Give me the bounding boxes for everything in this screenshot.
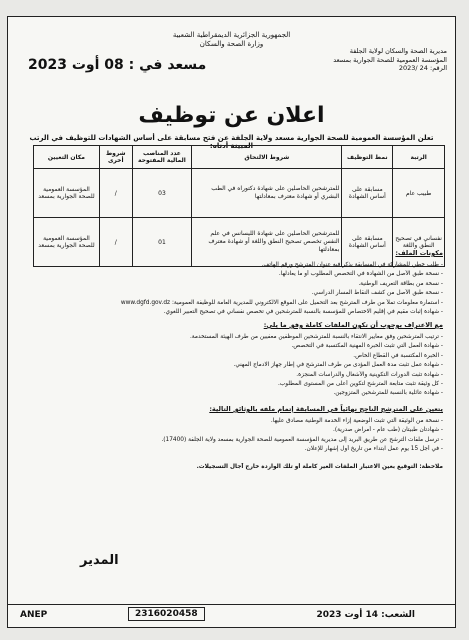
- note-text: ملاحظة: التوقيع بعين الاعتبار الملفات الغير كاملة أو تلك الواردة خارج آجال التسجيلات.: [196, 464, 443, 470]
- col-mode: نمط التوظيف: [342, 146, 393, 169]
- positions-table: [33, 145, 445, 267]
- cell-condition: للمترشحين الحاصلين على شهادة دكتوراه في الطب البشري أو شهادة معترف بمعادلتها: [192, 169, 342, 218]
- footer: [8, 604, 455, 627]
- table-row: [34, 218, 445, 267]
- list-item: - في أجل 15 يوم عمل ابتداء من تاريخ أول إشهار للإعلان.: [304, 446, 443, 453]
- ministry-name: وزارة الصحة والسكان: [199, 40, 264, 48]
- cell-rank: نفساني في تصحيح النطق واللغة: [393, 218, 445, 267]
- note: [20, 463, 443, 472]
- announcement-title: اعلان عن توظيف: [138, 103, 325, 128]
- table-row: [34, 169, 445, 218]
- header-right: [297, 47, 447, 73]
- signer-title: المدير: [80, 553, 119, 568]
- list-item: - ترسل ملفات الترشح عن طريق البريد إلى مديرية المؤسسة العمومية للصحة الجوارية بمسعد ولاية الجلفة (17400).: [161, 436, 443, 443]
- anep-reference: 2316020458: [128, 607, 205, 621]
- list-item: - ترتيب المترشحين وفق معايير الانتقاء بالنسبة للمترشحين الموظفين معفيين من طرف الهيئة المستخدمة.: [189, 334, 443, 340]
- list-item: - استمارة معلومات تملأ من طرف المترشح بعد التحميل على الموقع الالكتروني للمديرية العامة للوظيفة العمومية: www.dgfd.gov.dz: [120, 299, 443, 306]
- col-place: مكان التعيين: [34, 146, 100, 169]
- col-condition: شروط الالتحاق: [192, 146, 342, 169]
- announcement-page: [7, 16, 456, 628]
- cell-rank: طبيب عام: [393, 169, 445, 218]
- list-item: - شهادتان طبيتان (طب عام - أمراض صدرية).: [333, 427, 443, 434]
- list-item: - طلب خطي للمشاركة في المسابقة يذكر فيه عنوان المترشح ورقم الهاتف.: [261, 262, 443, 268]
- criteria-section-title: مع الاعتراف بوجوب أن تكون الملفات كاملة وفق ما يلي:: [263, 321, 443, 329]
- table-header-row: [34, 146, 445, 169]
- list-item: - نسخة طبق الأصل من الشهادة في التخصص المطلوب أو ما يعادلها.: [278, 271, 443, 278]
- col-other: شروط أخرى: [99, 146, 132, 169]
- successful-items: [20, 417, 443, 455]
- cell-mode: مسابقة على أساس الشهادة: [342, 169, 393, 218]
- cell-place: المؤسسة العمومية للصحة الجوارية بمسعد: [34, 218, 100, 267]
- republic-name: الجمهورية الجزائرية الديمقراطية الشعبية: [172, 31, 291, 39]
- cell-place: المؤسسة العمومية للصحة الجوارية بمسعد: [34, 169, 100, 218]
- list-item: - شهادة تثبت الدورات التكوينية والأشغال والدراسات المنجزة.: [296, 371, 443, 378]
- cell-condition: للمترشحين الحاصلين على شهادة الليسانس في علم النفس تخصص تصحيح النطق واللغة أو شهادة معترف بمعادلتها: [192, 218, 342, 267]
- list-item: - شهادة إثبات مقيم في إقليم الاختصاص للمؤسسة بالنسبة للمترشحين في تخصص نفساني في تصحيح التعبير اللغوي.: [163, 309, 443, 316]
- announcement-intro: تعلن المؤسسة العمومية للصحة الجوارية مسعد ولاية الجلفة عن فتح مسابقة على أساس الشهادات للتوظيف في الرتب المبينة أدناه:: [29, 134, 434, 150]
- list-item: - شهادة العمل التي تثبت الخبرة المهنية المكتسبة في التخصص.: [291, 343, 443, 350]
- cell-mode: مسابقة على أساس الشهادة: [342, 218, 393, 267]
- file-items: [20, 261, 443, 317]
- list-item: - شهادة عمل تثبت مدة العمل المؤدى من طرف المترشح في إطار جهاز الادماج المهني.: [233, 362, 443, 369]
- col-rank: الرتبة: [393, 146, 445, 169]
- announcement-date: مسعد في : 08 أوت 2023: [28, 57, 207, 73]
- cell-other: /: [99, 218, 132, 267]
- reference-number: الرقم: 24 /2023: [398, 64, 447, 72]
- criteria-items: [20, 333, 443, 399]
- anep-label: ANEP: [20, 610, 48, 620]
- cell-posts: 01: [132, 218, 192, 267]
- list-item: - كل وثيقة تثبت متابعة المترشح لتكوين أعلى من المستوى المطلوب.: [277, 381, 443, 388]
- institution-name: المؤسسة العمومية للصحة الجوارية بمسعد: [333, 55, 447, 64]
- successful-section-title: يتعين على المترشح الناجح نهائياً في المسابقة إتمام ملفه بالوثائق التالية:: [209, 405, 443, 413]
- list-item: - نسخة من الوثيقة التي تثبت الوضعية إزاء الخدمة الوطنية مصادق عليها.: [270, 418, 443, 424]
- list-item: - نسخة من بطاقة التعريف الوطنية.: [358, 280, 443, 287]
- col-posts: عدد المناصب المالية المفتوحة: [132, 146, 192, 169]
- publication-date: الشعب: 14 أوت 2023: [316, 610, 415, 620]
- list-item: - الخبرة المكتسبة في القطاع الخاص.: [353, 352, 443, 359]
- list-item: - شهادة عائلية بالنسبة للمترشحين المتزوجين.: [333, 390, 443, 397]
- cell-other: /: [99, 169, 132, 218]
- cell-posts: 03: [132, 169, 192, 218]
- file-section-title: مكونات الملف:: [395, 249, 443, 257]
- list-item: - نسخة طبق الأصل من كشف النقاط المسار الدراسي.: [311, 290, 443, 297]
- directorate-name: مديرية الصحة والسكان لولاية الجلفة: [349, 47, 447, 55]
